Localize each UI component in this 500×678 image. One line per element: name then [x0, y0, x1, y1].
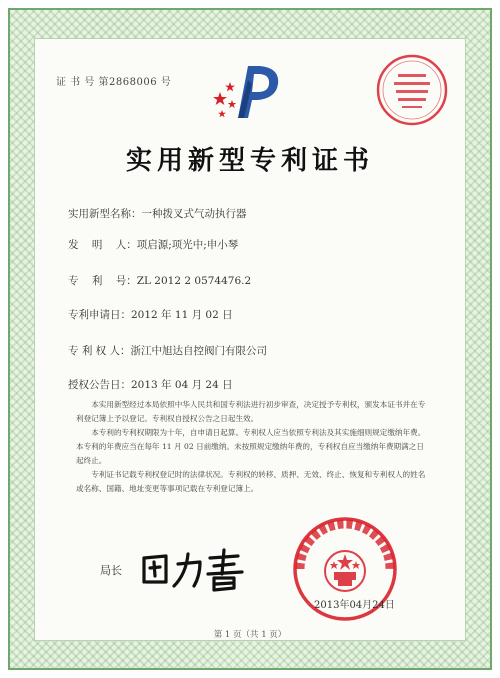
paragraph-grant: 本实用新型经过本局依照中华人民共和国专利法进行初步审查，决定授予专利权，颁发本证书并在专利登记簿上予以登记。专利权自授权公告之日起生效。: [76, 400, 426, 423]
paragraph-term: 本专利的专利权期限为十年，自申请日起算。专利权人应当依照专利法及其实施细则规定缴纳年费。本专利的年费应当在每年 11 月 02 日前缴纳。未按照规定缴纳年费的，专利权自应当缴纳年费期满之日起终止。: [76, 428, 426, 465]
utility-model-name-row: [68, 206, 247, 221]
patent-number-value: ZL 2012 2 0574476.2: [136, 275, 252, 287]
utility-model-name-value: 一种拨叉式气动执行器: [141, 208, 247, 220]
inventor-label: 发 明 人：: [68, 239, 137, 251]
filing-date-row: [68, 307, 233, 322]
inventor-value: 项启源;项光中;申小琴: [136, 239, 239, 251]
patentee-value: 浙江中旭达自控阀门有限公司: [130, 345, 268, 357]
inventor-row: [68, 237, 238, 252]
paragraph-legal-status: 专利证书记载专利权登记时的法律状况。专利权的转移、质押、无效、终止、恢复和专利权人的姓名或名称、国籍、地址变更等事项记载在专利登记簿上。: [76, 470, 426, 493]
cnipa-logo-icon: [208, 62, 286, 120]
grant-date-value: 2013 年 04 月 24 日: [131, 379, 233, 391]
official-seal-icon: [374, 52, 450, 128]
filing-date-label: 专利申请日：: [68, 309, 131, 321]
grant-date-row: [68, 377, 233, 392]
certificate-title: 实用新型专利证书: [125, 146, 374, 176]
patent-number-row: [68, 273, 251, 288]
director-signature-icon: [138, 544, 248, 592]
filing-date-value: 2012 年 11 月 02 日: [131, 309, 233, 321]
utility-model-name-label: 实用新型名称：: [68, 208, 142, 220]
patentee-row: [68, 343, 267, 358]
grant-date-label: 授权公告日：: [68, 379, 131, 391]
patentee-label: 专 利 权 人：: [68, 345, 131, 357]
seal-date: 2013年04月24日: [314, 600, 395, 611]
director-label: 局长: [100, 564, 122, 577]
patent-number-label: 专 利 号：: [68, 275, 137, 287]
certificate-number: 证 书 号 第2868006 号: [56, 77, 172, 88]
page-number: 第 1 页（共 1 页）: [213, 630, 287, 640]
